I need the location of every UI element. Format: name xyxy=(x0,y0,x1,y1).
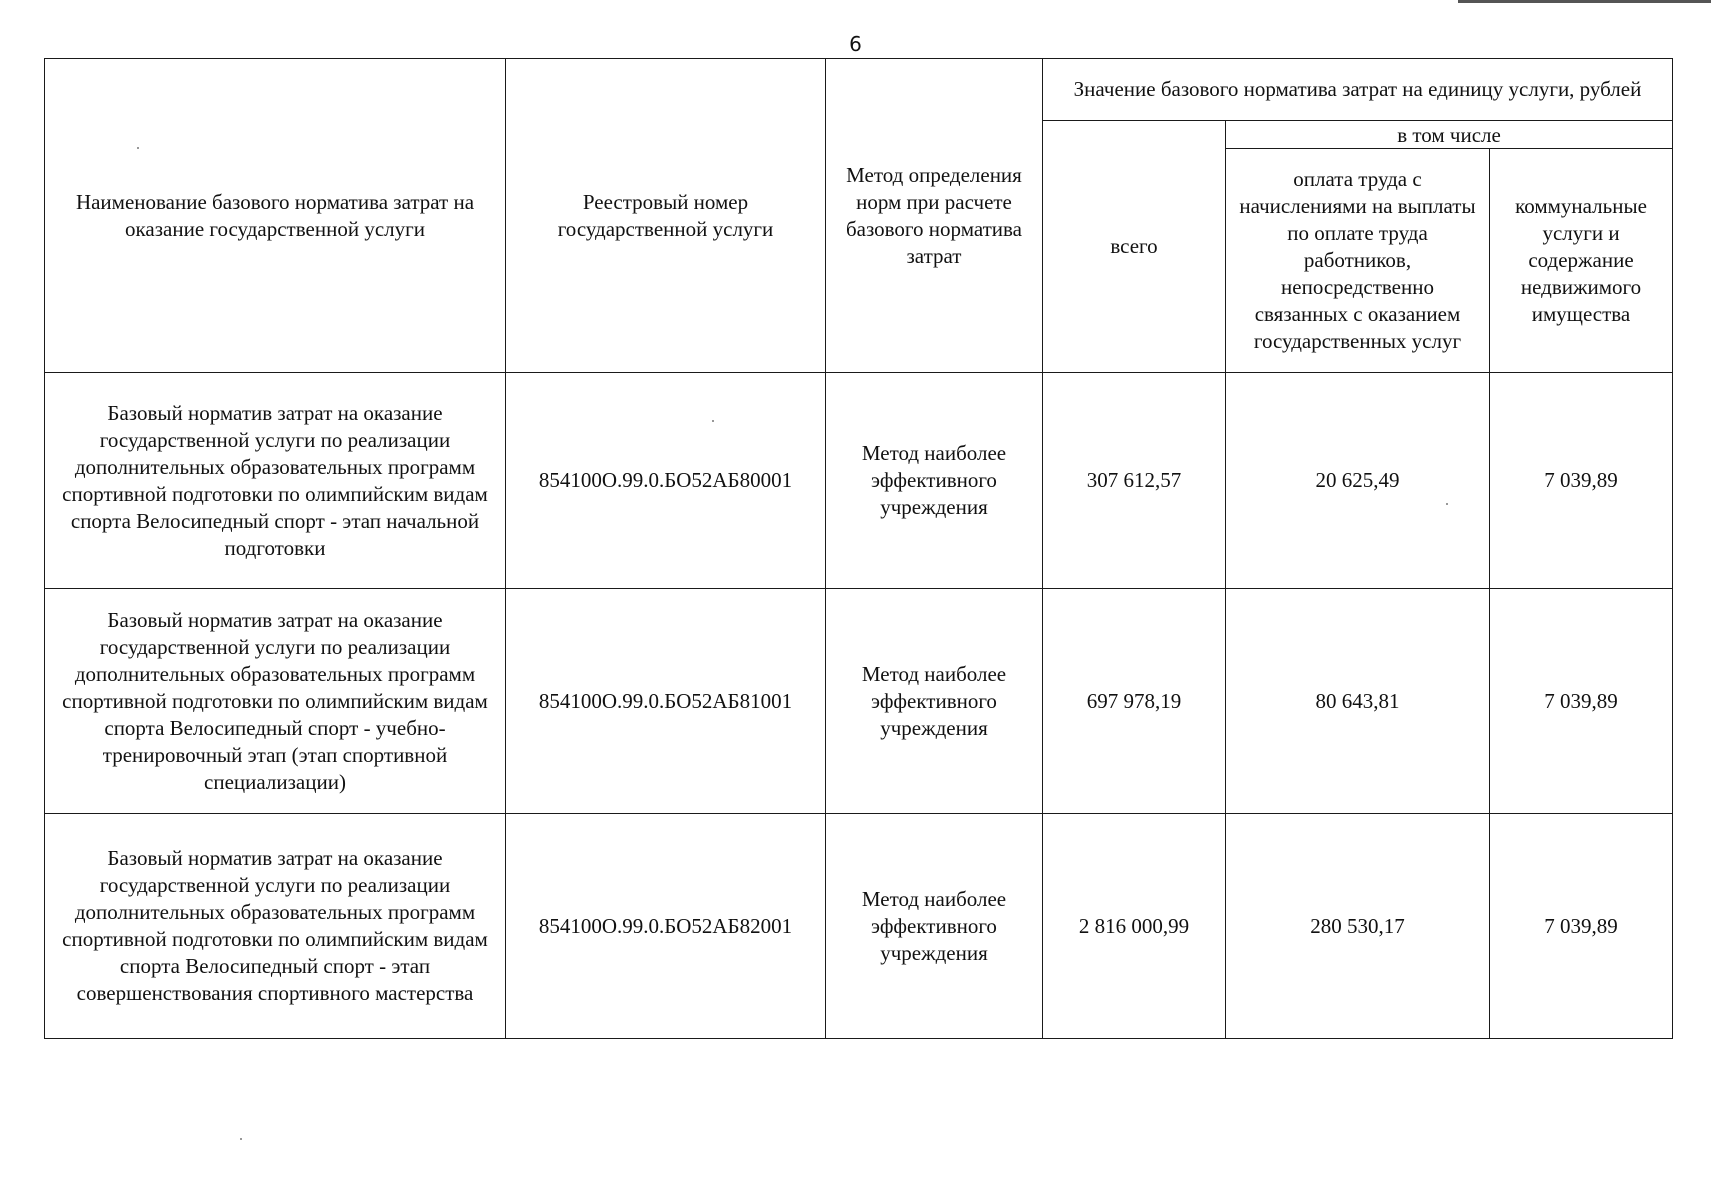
header-including: в том числе xyxy=(1226,121,1673,149)
table-row xyxy=(45,589,1673,814)
row-utilities-cell: 7 039,89 xyxy=(1490,814,1673,1039)
row-name-cell: Базовый норматив затрат на оказание государственной услуги по реализации дополнительных образовательных программ спортивной подготовки по олимпийским видам спорта Велосипедный спорт - этап совершенствования спортивного мастерства xyxy=(45,814,506,1039)
scan-speck xyxy=(712,420,714,422)
header-registry-number: Реестровый номер государственной услуги xyxy=(506,59,826,373)
scan-speck xyxy=(1446,503,1448,505)
row-method-cell: Метод наиболее эффективного учреждения xyxy=(826,373,1043,589)
header-method: Метод определения норм при расчете базового норматива затрат xyxy=(826,59,1043,373)
header-name: Наименование базового норматива затрат на оказание государственной услуги xyxy=(45,59,506,373)
row-labor-cell: 280 530,17 xyxy=(1226,814,1490,1039)
row-method-cell: Метод наиболее эффективного учреждения xyxy=(826,814,1043,1039)
table-row xyxy=(45,373,1673,589)
page-number: 6 xyxy=(849,32,862,56)
header-value-group: Значение базового норматива затрат на единицу услуги, рублей xyxy=(1043,59,1673,121)
row-name-cell: Базовый норматив затрат на оказание государственной услуги по реализации дополнительных образовательных программ спортивной подготовки по олимпийским видам спорта Велосипедный спорт - учебно-тренировочный этап (этап спортивной специализации) xyxy=(45,589,506,814)
row-total-cell: 307 612,57 xyxy=(1043,373,1226,589)
row-total-cell: 2 816 000,99 xyxy=(1043,814,1226,1039)
row-registry-cell: 854100О.99.0.БО52АБ80001 xyxy=(506,373,826,589)
row-utilities-cell: 7 039,89 xyxy=(1490,589,1673,814)
row-name-cell: Базовый норматив затрат на оказание государственной услуги по реализации дополнительных образовательных программ спортивной подготовки по олимпийским видам спорта Велосипедный спорт - этап начальной подготовки xyxy=(45,373,506,589)
cost-norms-table xyxy=(44,58,1673,1039)
row-registry-cell: 854100О.99.0.БО52АБ81001 xyxy=(506,589,826,814)
row-registry-cell: 854100О.99.0.БО52АБ82001 xyxy=(506,814,826,1039)
scan-speck xyxy=(137,147,139,149)
header-total: всего xyxy=(1043,121,1226,373)
row-total-cell: 697 978,19 xyxy=(1043,589,1226,814)
row-labor-cell: 80 643,81 xyxy=(1226,589,1490,814)
table-row xyxy=(45,814,1673,1039)
scan-speck xyxy=(240,1138,242,1140)
header-labor-costs: оплата труда с начислениями на выплаты по оплате труда работников, непосредственно связанных с оказанием государственных услуг xyxy=(1226,149,1490,373)
row-utilities-cell: 7 039,89 xyxy=(1490,373,1673,589)
header-utilities: коммунальные услуги и содержание недвижимого имущества xyxy=(1490,149,1673,373)
row-method-cell: Метод наиболее эффективного учреждения xyxy=(826,589,1043,814)
scan-edge-line xyxy=(1458,0,1711,3)
row-labor-cell: 20 625,49 xyxy=(1226,373,1490,589)
